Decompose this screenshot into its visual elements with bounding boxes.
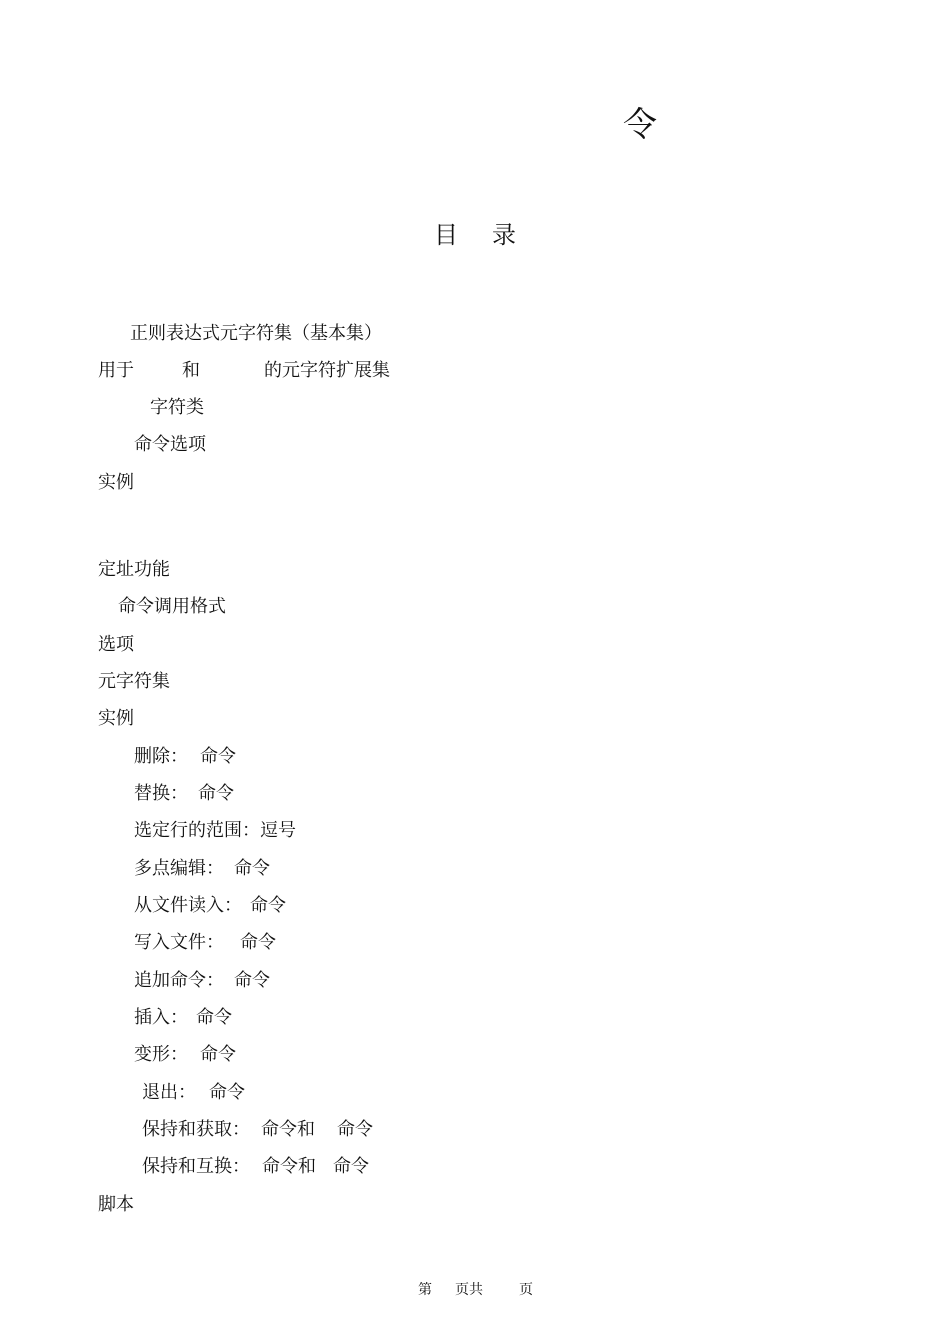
footer-text: 页 [519,1282,533,1298]
toc-entry-text: 实例 [98,472,134,493]
toc-entry-text: 命令 [234,970,270,991]
toc-entry-text: 命令调用格式 [118,596,226,617]
toc-entry-text: 命令 [250,895,286,916]
toc-entry-text: 命令 [200,746,236,767]
toc-entry-text: 脚本 [98,1194,134,1215]
toc-entry-text: 定址功能 [98,559,170,580]
toc-entry-text: 实例 [98,708,134,729]
toc-entry-text: 保持和获取： [142,1119,250,1140]
toc-entry-text: 替换： [134,783,188,804]
toc-title: 目录 [434,221,550,249]
toc-entry-text: 写入文件： [134,932,224,953]
toc-entry-text: 命令和 [262,1156,316,1177]
toc-entry-text: 命令 [234,858,270,879]
toc-entry-text: 保持和互换： [142,1156,250,1177]
toc-entry-text: 命令 [196,1007,232,1028]
toc-entry-text: 正则表达式元字符集（基本集） [130,323,382,344]
toc-entry-text: 用于 [98,360,134,381]
toc-entry-text: 命令 [337,1119,373,1140]
toc-entry-text: 命令和 [261,1119,315,1140]
footer-text: 第 [418,1282,432,1298]
toc-entry-text: 插入： [134,1007,188,1028]
toc-entry-text: 字符类 [150,397,204,418]
toc-entry-text: 选定行的范围：逗号 [134,820,296,841]
toc-entry-text: 元字符集 [98,671,170,692]
toc-entry-text: 追加命令： [134,970,224,991]
footer-text: 页共 [455,1282,483,1298]
toc-entry-text: 退出： [142,1082,196,1103]
toc-entry-text: 命令 [209,1082,245,1103]
toc-entry-text: 选项 [98,634,134,655]
toc-entry-text: 命令 [240,932,276,953]
toc-entry-text: 命令 [198,783,234,804]
toc-entry-text: 删除： [134,746,188,767]
toc-entry-text: 命令选项 [134,434,206,455]
toc-entry-text: 的元字符扩展集 [264,360,390,381]
toc-entry-text: 和 [182,360,200,381]
toc-entry-text: 命令 [200,1044,236,1065]
toc-entry-text: 命令 [333,1156,369,1177]
header-char: 令 [623,105,657,145]
toc-entry-text: 变形： [134,1044,188,1065]
toc-entry-text: 多点编辑： [134,858,224,879]
toc-entry-text: 从文件读入： [134,895,242,916]
